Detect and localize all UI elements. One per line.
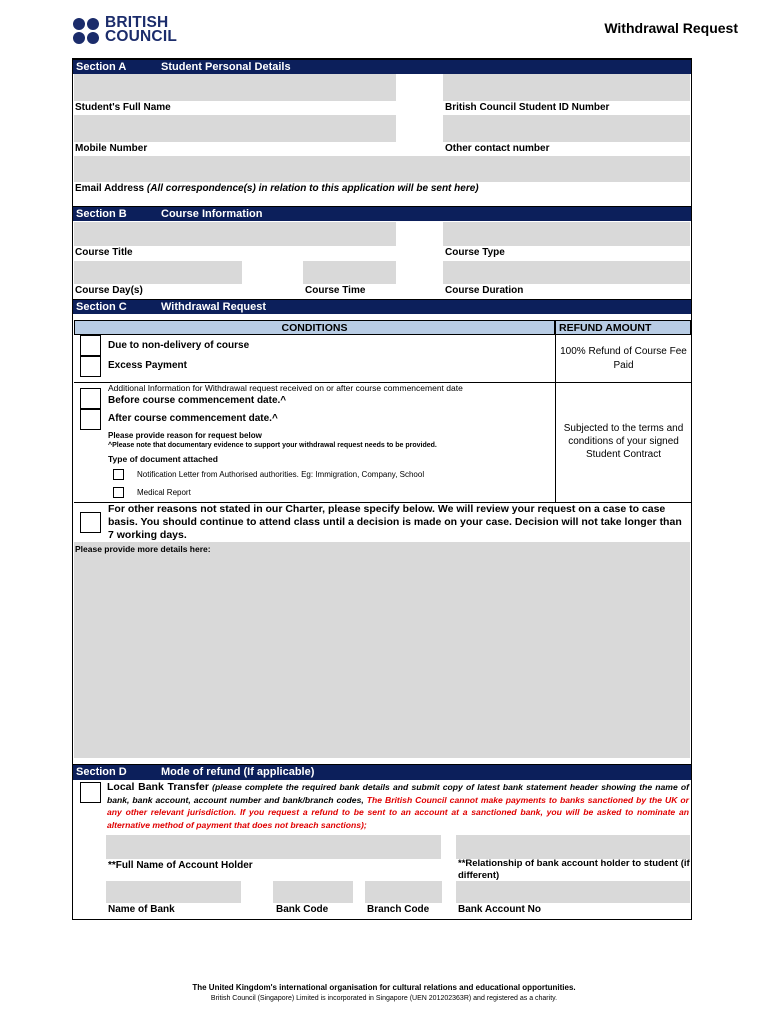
course-type-field[interactable]: [443, 222, 690, 246]
logo-line-2: COUNCIL: [105, 28, 178, 45]
course-days-field[interactable]: [74, 261, 242, 284]
excess-payment-checkbox[interactable]: [80, 356, 101, 377]
course-duration-label: Course Duration: [445, 285, 524, 296]
refund-amount-header: REFUND AMOUNT: [555, 320, 691, 335]
account-holder-field[interactable]: [106, 835, 441, 859]
section-c-title: Withdrawal Request: [161, 301, 267, 313]
section-b-header: [73, 206, 691, 221]
course-days-label: Course Day(s): [75, 285, 143, 296]
bank-code-label: Bank Code: [276, 904, 329, 915]
sanctions-warning: The British Council cannot make payments to banks sanctioned by the UK or any other relevant jurisdiction. If you request a refund to be sent to an account at a sanctioned bank, you will be asked to nominate an alternative method of payment that does not breach sanctions);: [107, 794, 689, 830]
after-commencement-label: After course commencement date.^: [108, 413, 278, 424]
section-b-title: Course Information: [161, 208, 263, 220]
section-c-id: Section C: [76, 301, 127, 313]
course-time-field[interactable]: [303, 261, 396, 284]
medical-report-label: Medical Report: [137, 488, 191, 497]
bank-name-label: Name of Bank: [108, 904, 175, 915]
logo-dots-icon: [73, 18, 101, 46]
british-council-logo: [73, 16, 183, 48]
course-title-label: Course Title: [75, 247, 133, 258]
email-label-text: Email Address: [75, 183, 145, 194]
course-type-label: Course Type: [445, 247, 505, 258]
logo-wordmark: [105, 16, 177, 44]
footer-tagline: The United Kingdom's international organisation for cultural relations and educational opportunities.: [192, 983, 576, 992]
section-c-header: [73, 299, 691, 314]
more-details-textarea[interactable]: [74, 542, 690, 758]
relationship-field[interactable]: [456, 835, 690, 859]
section-a-title: Student Personal Details: [161, 61, 291, 73]
evidence-note: ^Please note that documentary evidence to support your withdrawal request needs to be provided.: [108, 442, 437, 449]
additional-info-text: Additional Information for Withdrawal request received on or after course commencement date: [108, 383, 463, 393]
email-field[interactable]: [74, 156, 690, 182]
bank-transfer-title: Local Bank Transfer: [107, 781, 209, 793]
bank-name-field[interactable]: [106, 881, 241, 903]
email-note: (All correspondence(s) in relation to this application will be sent here): [146, 183, 479, 194]
course-duration-field[interactable]: [443, 261, 690, 284]
medical-report-checkbox[interactable]: [113, 487, 124, 498]
logo-line-1: BRITISH: [105, 14, 169, 31]
account-number-field[interactable]: [456, 881, 690, 903]
account-holder-label: **Full Name of Account Holder: [108, 860, 253, 871]
course-title-field[interactable]: [74, 222, 396, 246]
reason-instruction: Please provide reason for request below: [108, 431, 262, 440]
section-d-title: Mode of refund (If applicable): [161, 766, 315, 778]
bank-code-field[interactable]: [273, 881, 353, 903]
branch-code-label: Branch Code: [367, 904, 430, 915]
other-contact-field[interactable]: [443, 115, 690, 142]
notification-letter-checkbox[interactable]: [113, 469, 124, 480]
branch-code-field[interactable]: [365, 881, 442, 903]
section-b-id: Section B: [76, 208, 127, 220]
full-name-label: Student's Full Name: [75, 102, 171, 113]
document-type-label: Type of document attached: [108, 454, 218, 464]
before-commencement-checkbox[interactable]: [80, 388, 101, 409]
footer-registration: British Council (Singapore) Limited is incorporated in Singapore (UEN 201202363R) and registered as a charity.: [210, 995, 558, 1002]
other-reasons-text-2: basis. You should continue to attend class until a decision is made on your case. Decision will not take longer than: [108, 516, 682, 528]
full-name-field[interactable]: [74, 74, 396, 101]
section-d-id: Section D: [76, 766, 127, 778]
document-title: Withdrawal Request: [604, 20, 738, 36]
excess-payment-label: Excess Payment: [108, 360, 187, 371]
notification-letter-label: Notification Letter from Authorised authorities. Eg: Immigration, Company, School: [137, 470, 425, 479]
non-delivery-label: Due to non-delivery of course: [108, 340, 250, 351]
more-details-label: Please provide more details here:: [75, 544, 211, 554]
section-a-id: Section A: [76, 61, 127, 73]
section-a-header: [73, 59, 691, 74]
other-contact-label: Other contact number: [445, 143, 550, 154]
contract-terms-text: Subjected to the terms and conditions of your signed Student Contract: [563, 423, 684, 460]
conditions-header: CONDITIONS: [74, 320, 555, 335]
bank-transfer-checkbox[interactable]: [80, 782, 101, 803]
mobile-number-field[interactable]: [74, 115, 396, 142]
other-reasons-checkbox[interactable]: [80, 512, 101, 533]
before-commencement-label: Before course commencement date.^: [108, 395, 287, 406]
other-reasons-text-1: For other reasons not stated in our Charter, please specify below. We will review your request on a case to case: [108, 503, 666, 515]
bank-transfer-note: (please complete the required bank details and submit copy of latest bank statement header showing the name of bank, bank account, account number and bank/branch codes,: [107, 782, 689, 805]
relationship-label-2: different): [458, 870, 500, 881]
table-divider: [555, 335, 556, 502]
other-reasons-text-3: 7 working days.: [108, 529, 187, 541]
student-id-label: British Council Student ID Number: [445, 102, 610, 113]
student-id-field[interactable]: [443, 74, 690, 101]
after-commencement-checkbox[interactable]: [80, 409, 101, 430]
relationship-label-1: **Relationship of bank account holder to student (if: [458, 858, 690, 869]
bank-transfer-instructions: [107, 781, 689, 831]
mobile-number-label: Mobile Number: [75, 143, 148, 154]
account-number-label: Bank Account No: [458, 904, 541, 915]
course-time-label: Course Time: [305, 285, 366, 296]
non-delivery-checkbox[interactable]: [80, 335, 101, 356]
email-label: [75, 183, 479, 194]
section-d-header: [73, 764, 691, 780]
full-refund-text: 100% Refund of Course Fee Paid: [560, 346, 687, 371]
